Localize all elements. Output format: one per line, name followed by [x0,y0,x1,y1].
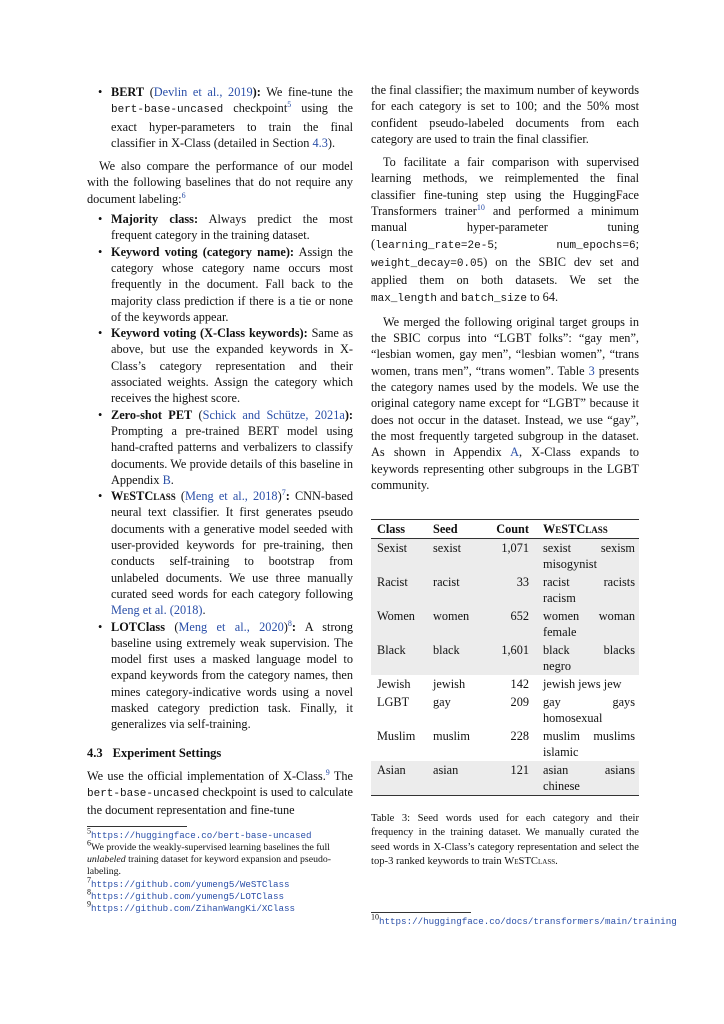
cell-keywords: racist racists racism [537,573,639,607]
majority-name: Majority class: [111,212,199,227]
westclass-close: ) [277,489,282,504]
footnotes-left [87,826,353,915]
header-westclass: WeSTClass [537,520,639,539]
bert-text-1: We fine-tune the [266,85,353,99]
pet-name: Zero-shot PET [111,407,193,422]
baselines-intro-paragraph [87,158,353,207]
header-class: Class [371,520,427,539]
footnote-ref-7[interactable]: 7 [281,488,286,498]
caption-westclass: WeSTClass [504,855,556,867]
cell-count: 33 [483,573,537,607]
cell-count: 1,601 [483,641,537,675]
cell-count: 121 [483,761,537,796]
right-column [371,82,639,869]
header-count: Count [483,520,537,539]
cell-seed: muslim [433,729,470,744]
fair-comparison-paragraph: To facilitate a fair comparison with supervised learning methods, we reimplemented the final classifier fine-tuning step using the HuggingFace Transformers trainer$^{10}$ and performed a minimum manual hyper-parameter tuning (learning_rate=2e-5; num_epochs=6; weight_decay=0.05) on the SBIC dev set and applied them on both datasets. We set the max_length and batch_size to 64. [371,155,639,305]
cell-class: Racist [371,573,427,607]
settings-paragraph [87,768,353,819]
section-ref-link[interactable]: 4.3 [312,135,328,150]
continuation-paragraph: the final classifier; the maximum number of keywords for each category is set to 100; and the 50% most confident pseudo-labeled documents from each category are used to train the final classifier. [371,83,639,146]
fair-text-5: to 64. [530,289,559,304]
westclass-end: . [202,603,206,618]
keyword-voting-xclass-item [87,325,353,406]
footnote-7 [87,875,353,891]
table-row [371,573,639,607]
footnote-divider-right [371,912,471,913]
footnote-7-num: 7 [87,875,91,885]
footnote-ref-8[interactable]: 8 [287,618,292,628]
footnote-6 [87,838,353,879]
cell-count: 228 [510,729,529,744]
cell-class: Muslim [377,729,416,744]
settings-text-3: checkpoint is used to calculate the document representation and fine-tune [87,785,353,818]
caption-end: . [555,855,558,867]
westclass-colon: : [285,489,290,504]
kw-name-text: Assign the category whose category name occurs most frequently in the document. Fall back to the majority class prediction if there is a tie or none of the keywords appear. [111,244,353,324]
footnote-ref-10[interactable]: 10 [476,202,485,212]
lotclass-item: • LOTClass (Meng et al., 2020)$^8$: A strong baseline using extremely weak supervision. The model first uses a masked language model to expand keywords from the category names, then mines category-indicative words using a novel masked category prediction task. Finally, it generalizes via self-training. [87,619,353,733]
footnote-10-url[interactable]: https://huggingface.co/docs/transformers/main/training [379,916,677,927]
num-epochs-code: num_epochs=6 [556,239,636,252]
baseline-list [87,211,353,733]
settings-text-1: We use the official implementation of X-Class. [87,768,326,783]
table-row [371,641,639,675]
table-row [371,727,639,761]
cell-class: Women [371,607,427,641]
settings-checkpoint-code: bert-base-uncased [87,788,200,801]
cell-count: 652 [483,607,537,641]
fair-text-4: and [440,289,458,304]
cell-keywords: muslim muslims islamic [543,729,635,760]
table-row [371,607,639,641]
pet-end: . [170,472,174,487]
bert-text-2: checkpoint [233,101,288,116]
footnote-10 [371,912,677,928]
footnote-5 [87,826,353,842]
bert-item: • BERT (Devlin et al., 2019): We fine-tune the bert-base-uncased checkpoint$^5$ using the exact hyper-parameters to train the final classifier in X-Class (detailed in Section 4.3). [87,84,353,151]
zero-shot-pet-item: • Zero-shot PET (Schick and Schütze, 2021a): Prompting a pre-trained BERT model using hand-crafted patterns and verbalizers to classify documents. We provide details of this baseline in Appendix B. [87,407,353,488]
cell-seed: black [427,641,483,675]
kw-xclass-name: Keyword voting (X-Class keywords): [111,326,308,341]
footnote-5-num: 5 [87,826,91,836]
westclass-text: CNN-based neural text classifier. It first generates pseudo documents with a generative model seeded with user-provided keywords for pre-training, then conducts self-training to bootstrap from unlabeled documents. We use three manually curated seed words for each category following [111,489,354,601]
table-row [371,761,639,796]
footnote-ref-5[interactable]: 5 [287,100,292,110]
cell-class: LGBT [377,695,410,710]
pet-close: ): [344,407,354,422]
cell-class: Sexist [371,539,427,574]
bert-close: ): [252,85,261,99]
westclass-item: • WeSTClass (Meng et al., 2018)$^7$: CNN-based neural text classifier. It first generates pseudo documents with a generative model seeded with user-provided keywords for pre-training, then conducts self-training to bootstrap from unlabeled documents. We use three manually curated seed words for each category following Meng et al. (2018). [87,488,353,618]
cell-keywords: sexist sexism misogynist [537,539,639,574]
settings-text-2: The [333,768,353,783]
cell-count: 1,071 [483,539,537,574]
table-row [371,693,639,727]
cell-count: 209 [510,695,529,710]
cell-seed: sexist [427,539,483,574]
footnote-6-text-2: training dataset for keyword expansion and pseudo-labeling. [87,854,332,878]
cell-seed: women [427,607,483,641]
merge-text-3: , X-Class expands to keywords representing other subgroups in the LGBT community. [371,445,640,492]
kw-xclass-text: Same as above, but use the expanded keywords in X-Class’s category representation and their associated weights. Assign the category which receives the highest score. [111,326,353,406]
table-3-link[interactable]: 3 [588,363,595,378]
footnote-7-url[interactable]: https://github.com/yumeng5/WeSTClass [91,878,290,890]
footnote-9-num: 9 [87,899,91,909]
footnote-10-num: 10 [371,912,379,922]
fair-text-2: and performed a minimum manual hyper-parameter tuning ( [371,204,639,251]
footnotes-right [371,912,677,928]
footnote-6-num: 6 [87,838,91,848]
footnote-6-text-1: We provide the weakly-supervised learning baselines the full [91,841,330,853]
table-row [371,675,639,693]
footnote-8 [87,887,353,903]
cell-seed: jewish [433,677,466,692]
section-heading [87,745,353,761]
table-caption [371,812,639,869]
appendix-b-link[interactable]: B [162,472,171,487]
footnote-5-url[interactable]: https://huggingface.co/bert-base-uncased [91,829,312,841]
footnote-divider [87,826,187,827]
lotclass-colon: : [291,619,296,634]
batch-size-code: batch_size [460,292,527,305]
footnote-6-emphasis: unlabeled [87,854,126,866]
pet-text: Prompting a pre-trained BERT model using hand-crafted patterns and verbalizers to classify documents. We provide details of this baseline in Appendix [111,423,353,487]
majority-text: Always predict the most frequent category in the training dataset. [111,212,353,243]
header-seed: Seed [427,520,483,539]
westclass-cite-link[interactable]: Meng et al., 2018 [184,489,278,504]
westclass-name: WeSTClass [111,489,176,504]
table-row [371,539,639,574]
westclass-cite2-link[interactable]: Meng et al. (2018) [111,603,203,618]
kw-name-name: Keyword voting (category name): [111,244,295,259]
lotclass-close: ) [283,619,288,634]
footnote-8-url[interactable]: https://github.com/yumeng5/LOTClass [91,890,284,902]
cell-class: Black [371,641,427,675]
bert-checkpoint-code: bert-base-uncased [111,104,224,117]
footnote-9-url[interactable]: https://github.com/ZihanWangKi/XClass [91,902,295,914]
footnote-ref-6[interactable]: 6 [181,190,186,200]
cell-class: Asian [371,761,427,796]
fair-text-1: To facilitate a fair comparison with supervised learning methods, we reimplemented the final classifier fine-tuning step using the HuggingFace Transformers trainer [371,155,639,219]
bert-cite-link[interactable]: Devlin et al., 2019 [153,85,253,99]
bert-text-3: using the exact hyper-parameters to train the final classifier in X-Class (detailed in Section [111,101,354,150]
lotclass-name: LOTClass [111,619,165,634]
cell-count: 142 [510,677,529,692]
merge-text-2: presents the category names used by the models. We use the original category name except for “LGBT” because it does not occur in the dataset. Instead, we use “gay”, the most frequently targeted subgroup in the dataset. As shown in Appendix [371,363,639,460]
cell-seed: gay [433,695,451,710]
left-column [87,82,353,915]
keyword-voting-name-item [87,244,353,325]
cell-keywords: black blacks negro [537,641,639,675]
max-length-code: max_length [371,292,438,305]
section-title: Experiment Settings [112,745,222,760]
caption-text: Table 3: Seed words used for each category and their frequency in the training dataset. We manually curated the seed words in X-Class’s category representation and select the top-3 ranked keywords to train [371,813,639,867]
majority-item [87,211,353,244]
footnote-8-num: 8 [87,887,91,897]
baseline-list-bert [87,84,353,151]
cell-keywords: women woman female [537,607,639,641]
learning-rate-code: learning_rate=2e-5 [375,239,494,252]
lotclass-text: A strong baseline using extremely weak supervision. The model first uses a masked language model to expand keywords from the category names, then mines category-indicative words using a novel masked category prediction task. Finally, it generalizes via self-training. [111,619,353,732]
cell-keywords: jewish jews jew [543,677,622,692]
cell-seed: racist [427,573,483,607]
footnote-ref-9[interactable]: 9 [325,767,330,777]
cell-class: Jewish [377,677,411,692]
cell-keywords: gay gays homosexual [543,695,635,726]
seed-words-table [371,519,639,796]
cell-keywords: asian asians chinese [537,761,639,796]
weight-decay-code: weight_decay=0.05 [371,257,484,270]
pet-cite-link[interactable]: Schick and Schütze, 2021a [202,407,345,422]
section-number: 4.3 [87,745,103,760]
table-header-row [371,520,639,539]
lotclass-cite-link[interactable]: Meng et al., 2020 [178,619,284,634]
baselines-intro-text: We also compare the performance of our model with the following baselines that do not require any document labeling: [87,159,353,206]
bert-text-4: ). [327,135,336,150]
footnote-9 [87,899,353,915]
merge-paragraph [371,314,639,493]
bert-name: BERT [111,85,145,99]
cell-seed: asian [427,761,483,796]
fair-text-3: ) on the SBIC dev set and applied them on both datasets. We set the [371,254,639,288]
merge-text-1: We merged the following original target groups in the SBIC corpus into “LGBT folks”: “gay men”, “lesbian women, gay men”, “lesbian women”, “trans women, trans men”, “trans women”. Table [371,314,639,378]
appendix-a-link[interactable]: A [510,445,519,460]
